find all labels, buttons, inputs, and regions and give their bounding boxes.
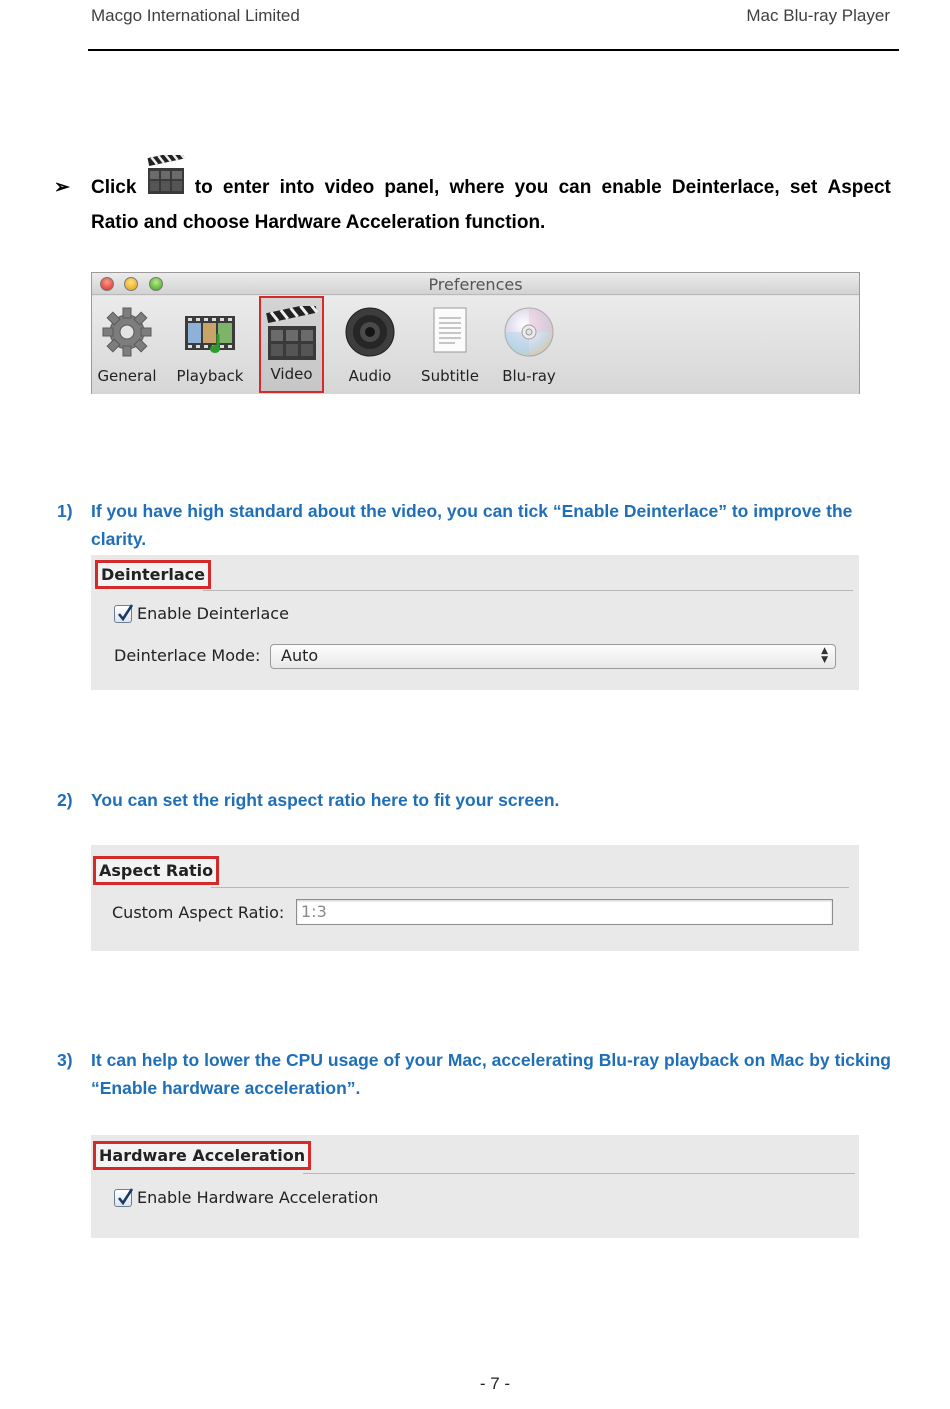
hardware-acceleration-panel <box>91 1135 859 1238</box>
intro-word: enter <box>222 177 270 198</box>
preferences-toolbar <box>92 296 859 394</box>
clapperboard-icon <box>147 155 185 195</box>
page-number: - 7 - <box>479 1374 511 1393</box>
intro-line-2: Ratio and choose Hardware Acceleration function. <box>91 212 546 233</box>
intro-word: set <box>789 177 818 198</box>
tab-audio[interactable] <box>335 296 405 393</box>
tab-label: Video <box>270 365 313 383</box>
updown-arrows-icon: ▲ ▼ <box>821 646 828 665</box>
section-divider <box>203 590 853 591</box>
film-strip-icon <box>182 304 238 360</box>
intro-word: Aspect <box>827 177 891 198</box>
tab-bluray[interactable] <box>494 296 564 393</box>
tab-general[interactable] <box>92 296 162 393</box>
checkbox-box <box>114 605 132 623</box>
section-deinterlace: Deinterlace <box>95 560 211 589</box>
document-icon <box>422 304 478 360</box>
tab-label: General <box>97 367 157 385</box>
deinterlace-mode-select[interactable] <box>270 644 836 669</box>
intro-word: Deinterlace, <box>671 177 780 198</box>
section-hardware-acceleration: Hardware Acceleration <box>93 1141 311 1170</box>
product-name: Mac Blu-ray Player <box>746 6 890 25</box>
checkbox-box <box>114 1189 132 1207</box>
section-divider <box>211 887 849 888</box>
step-text: You can set the right aspect ratio here to fit your screen. <box>91 790 560 810</box>
tab-video[interactable] <box>259 296 324 393</box>
custom-aspect-ratio-input[interactable]: 1:3 <box>296 899 833 925</box>
deinterlace-mode-label: Deinterlace Mode: <box>114 646 261 665</box>
gear-icon <box>99 304 155 360</box>
checkbox-label: Enable Deinterlace <box>137 604 289 623</box>
checkbox-label: Enable Hardware Acceleration <box>137 1188 379 1207</box>
tab-playback[interactable] <box>170 296 250 393</box>
intro-word: video <box>324 177 375 198</box>
section-divider <box>303 1173 855 1174</box>
arrow-bullet-icon: ➢ <box>54 177 70 198</box>
tab-label: Audio <box>348 367 392 385</box>
step-number: 2) <box>57 790 73 810</box>
intro-word: into <box>279 177 315 198</box>
intro-word: where <box>449 177 505 198</box>
speaker-icon <box>342 304 398 360</box>
step-text: If you have high standard about the video, you can tick “Enable Deinterlace” to improve the clarity. <box>91 501 853 549</box>
intro-word: Click <box>91 177 137 198</box>
titlebar <box>92 273 859 295</box>
intro-word: you <box>514 177 549 198</box>
enable-deinterlace-checkbox[interactable] <box>114 604 289 623</box>
step-text: It can help to lower the CPU usage of your Mac, accelerating Blu-ray playback on Mac by ticking “Enable hardware acceleration”. <box>91 1050 891 1098</box>
window-title: Preferences <box>428 275 523 294</box>
intro-word: can <box>558 177 592 198</box>
aspect-ratio-panel <box>91 845 859 951</box>
custom-aspect-ratio-label: Custom Aspect Ratio: <box>112 903 285 922</box>
select-value: Auto <box>281 646 319 665</box>
step-number: 1) <box>57 501 73 521</box>
tab-label: Playback <box>176 367 244 385</box>
step-number: 3) <box>57 1050 73 1070</box>
company-name: Macgo International Limited <box>91 6 300 25</box>
deinterlace-panel <box>91 555 859 690</box>
enable-hardware-acceleration-checkbox[interactable] <box>114 1188 378 1207</box>
section-aspect-ratio: Aspect Ratio <box>93 856 219 885</box>
intro-word: enable <box>601 177 662 198</box>
tab-subtitle[interactable] <box>414 296 486 393</box>
preferences-window <box>91 272 860 394</box>
intro-line-1 <box>91 170 891 205</box>
tab-label: Blu-ray <box>502 367 556 385</box>
disc-icon <box>501 304 557 360</box>
clapperboard-icon <box>264 306 320 362</box>
header-divider <box>88 49 899 51</box>
intro-word: panel, <box>384 177 440 198</box>
intro-word: to <box>194 177 213 198</box>
tab-label: Subtitle <box>421 367 479 385</box>
